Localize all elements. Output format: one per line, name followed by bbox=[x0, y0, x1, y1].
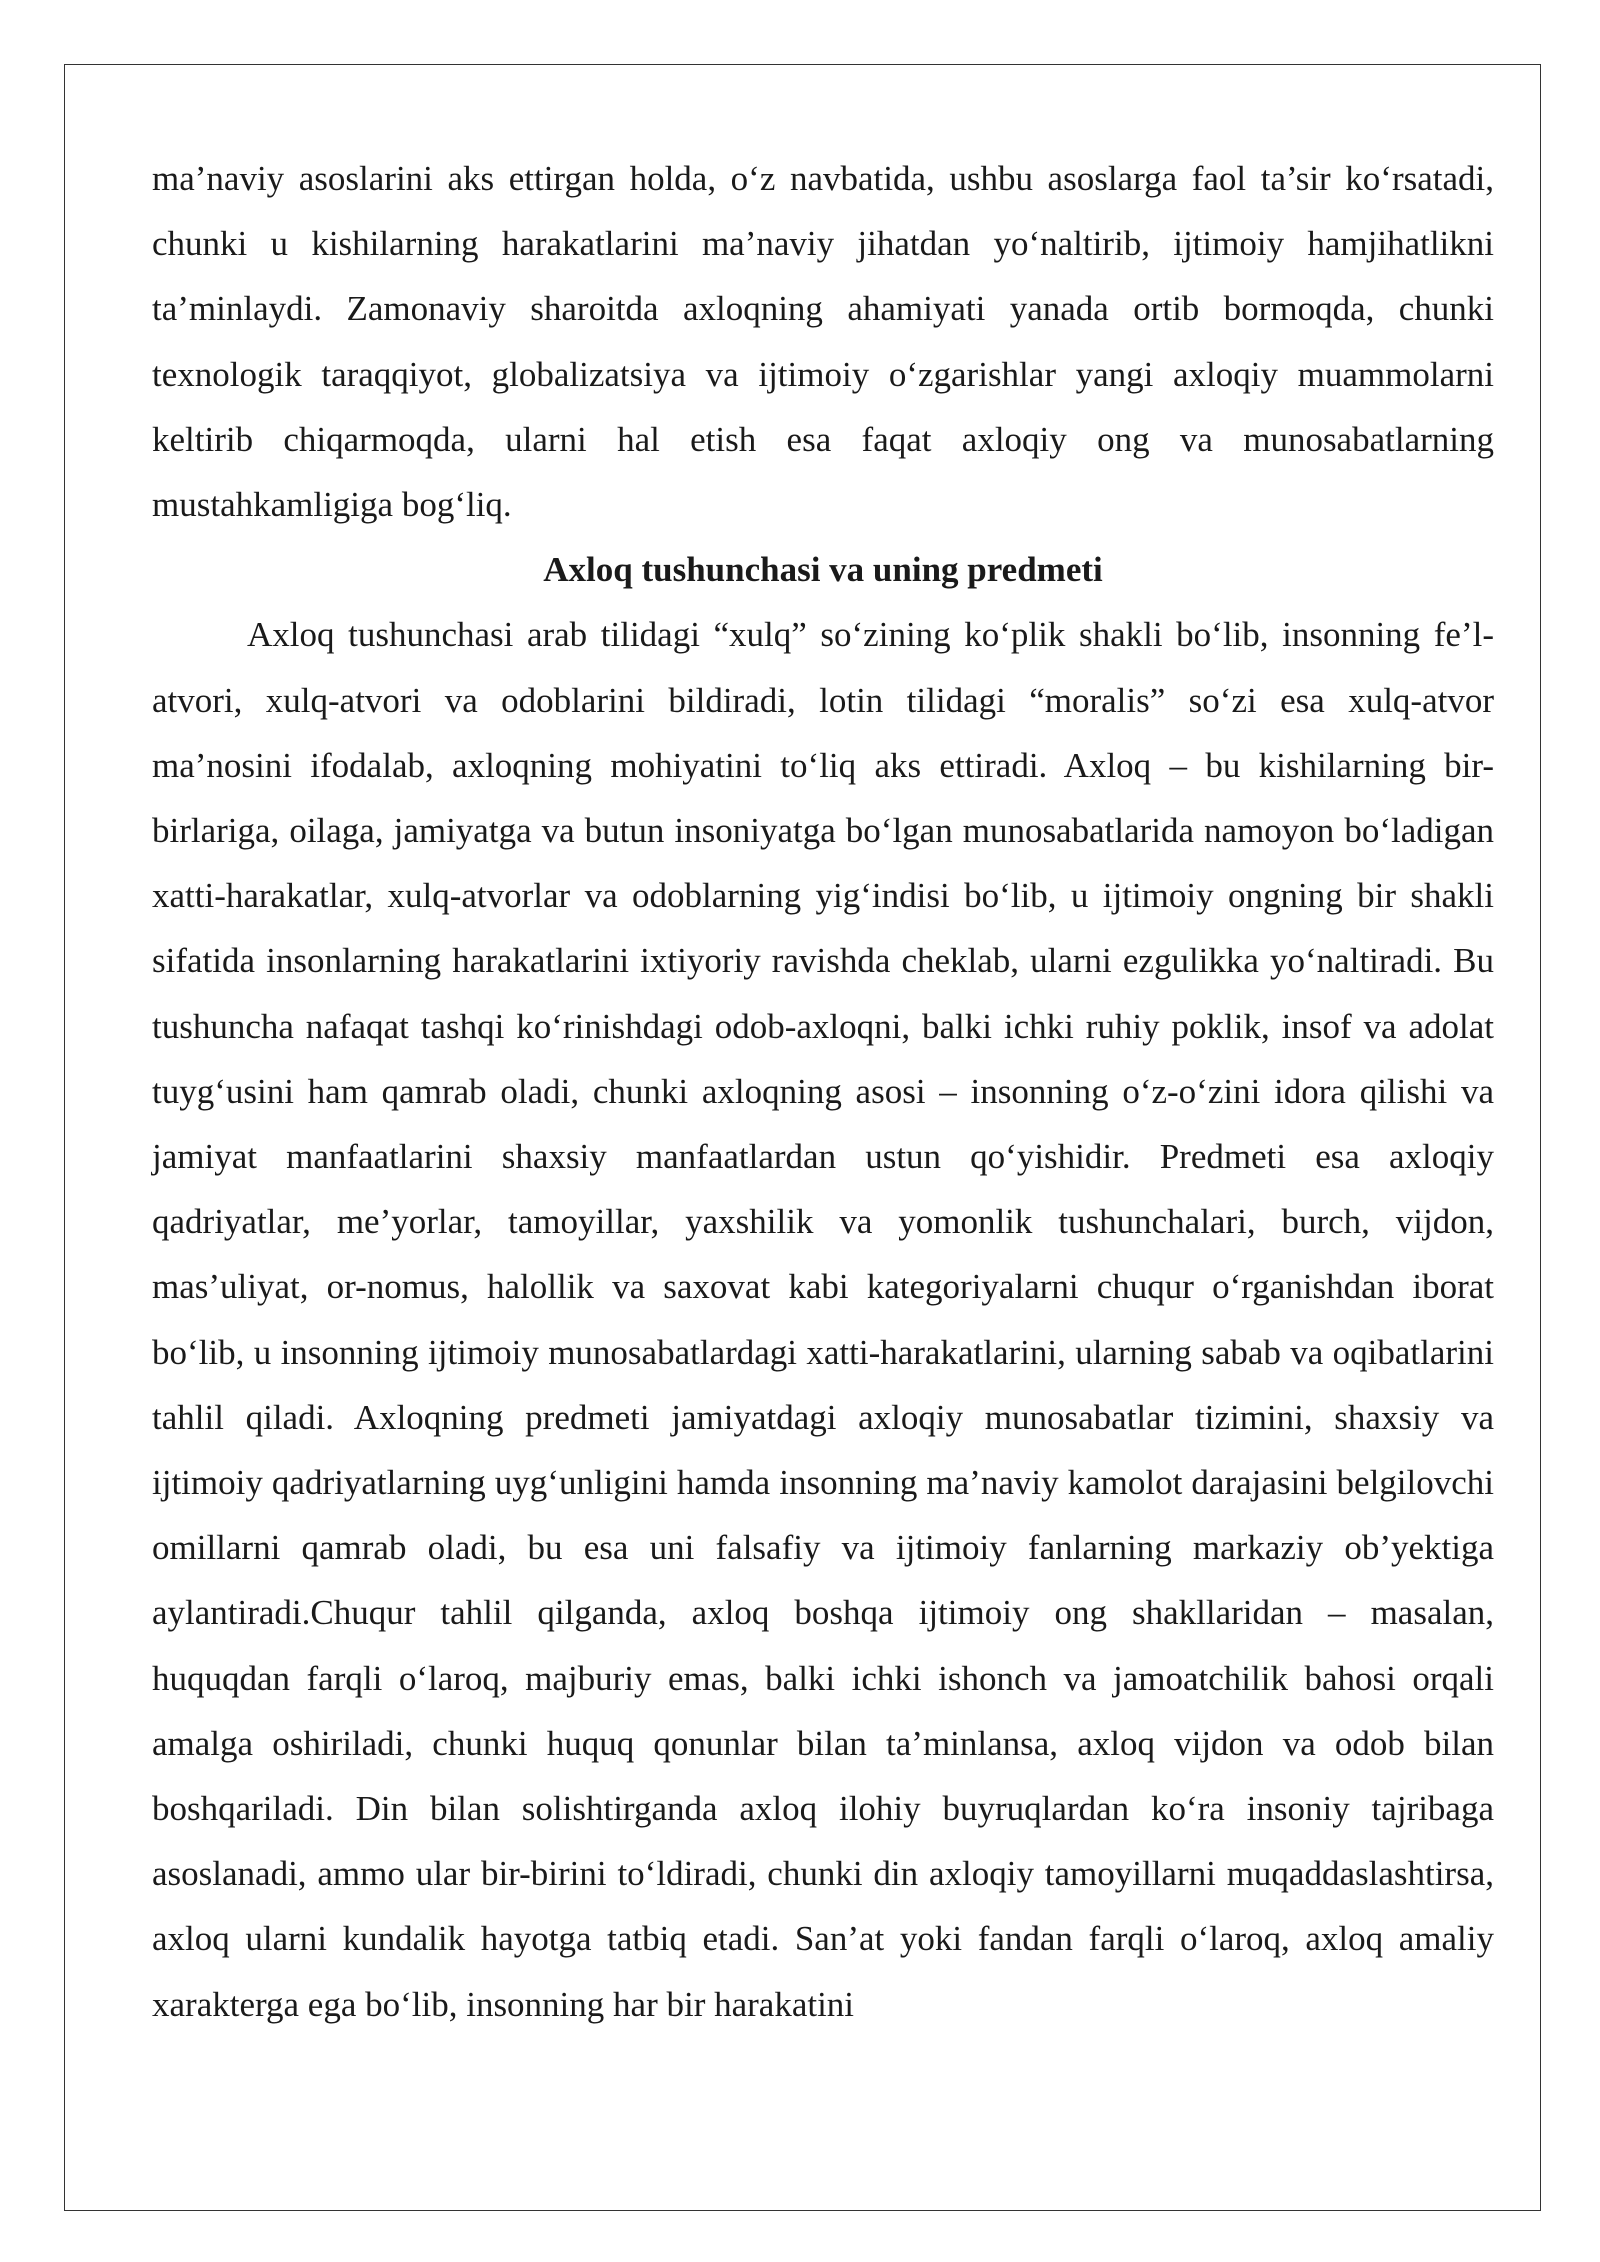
intro-paragraph: ma’naviy asoslarini aks ettirgan holda, o‘z navbatida, ushbu asoslarga faol ta’sir ko‘rsatadi, chunki u kishilarning harakatlarini ma’naviy jihatdan yo‘naltirib, ijtimoiy hamjihatlikni ta’minlaydi. Zamonaviy sharoitda axloqning ahamiyati yanada ortib bormoqda, chunki texnologik taraqqiyot, globalizatsiya va ijtimoiy o‘zgarishlar yangi axloqiy muammolarni keltirib chiqarmoqda, ularni hal etish esa faqat axloqiy ong va munosabatlarning mustahkamligiga bog‘liq. bbox=[152, 159, 1494, 525]
document-body bbox=[152, 146, 1494, 2037]
section-heading: Axloq tushunchasi va uning predmeti bbox=[543, 550, 1103, 590]
body-paragraph: Axloq tushunchasi arab tilidagi “xulq” so‘zining ko‘plik shakli bo‘lib, insonning fe’l-atvori, xulq-atvori va odoblarini bildiradi, lotin tilidagi “moralis” so‘zi esa xulq-atvor ma’nosini ifodalab, axloqning mohiyatini to‘liq aks ettiradi. Axloq – bu kishilarning bir-birlariga, oilaga, jamiyatga va butun insoniyatga bo‘lgan munosabatlarida namoyon bo‘ladigan xatti-harakatlar, xulq-atvorlar va odoblarning yig‘indisi bo‘lib, u ijtimoiy ongning bir shakli sifatida insonlarning harakatlarini ixtiyoriy ravishda cheklab, ularni ezgulikka yo‘naltiradi. Bu tushuncha nafaqat tashqi ko‘rinishdagi odob-axloqni, balki ichki ruhiy poklik, insof va adolat tuyg‘usini ham qamrab oladi, chunki axloqning asosi – insonning o‘z-o‘zini idora qilishi va jamiyat manfaatlarini shaxsiy manfaatlardan ustun qo‘yishidir. Predmeti esa axloqiy qadriyatlar, me’yorlar, tamoyillar, yaxshilik va yomonlik tushunchalari, burch, vijdon, mas’uliyat, or-nomus, halollik va saxovat kabi kategoriyalarni chuqur o‘rganishdan iborat bo‘lib, u insonning ijtimoiy munosabatlardagi xatti-harakatlarini, ularning sabab va oqibatlarini tahlil qiladi. Axloqning predmeti jamiyatdagi axloqiy munosabatlar tizimini, shaxsiy va ijtimoiy qadriyatlarning uyg‘unligini hamda insonning ma’naviy kamolot darajasini belgilovchi omillarni qamrab oladi, bu esa uni falsafiy va ijtimoiy fanlarning markaziy ob’yektiga aylantiradi.Chuqur tahlil qilganda, axloq boshqa ijtimoiy ong shakllaridan – masalan, huquqdan farqli o‘laroq, majburiy emas, balki ichki ishonch va jamoatchilik bahosi orqali amalga oshiriladi, chunki huquq qonunlar bilan ta’minlansa, axloq vijdon va odob bilan boshqariladi. Din bilan solishtirganda axloq ilohiy buyruqlardan ko‘ra insoniy tajribaga asoslanadi, ammo ular bir-birini to‘ldiradi, chunki din axloqiy tamoyillarni muqaddaslashtirsa, axloq ularni kundalik hayotga tatbiq etadi. San’at yoki fandan farqli o‘laroq, axloq amaliy xarakterga ega bo‘lib, insonning har bir harakatini bbox=[152, 615, 1494, 2024]
